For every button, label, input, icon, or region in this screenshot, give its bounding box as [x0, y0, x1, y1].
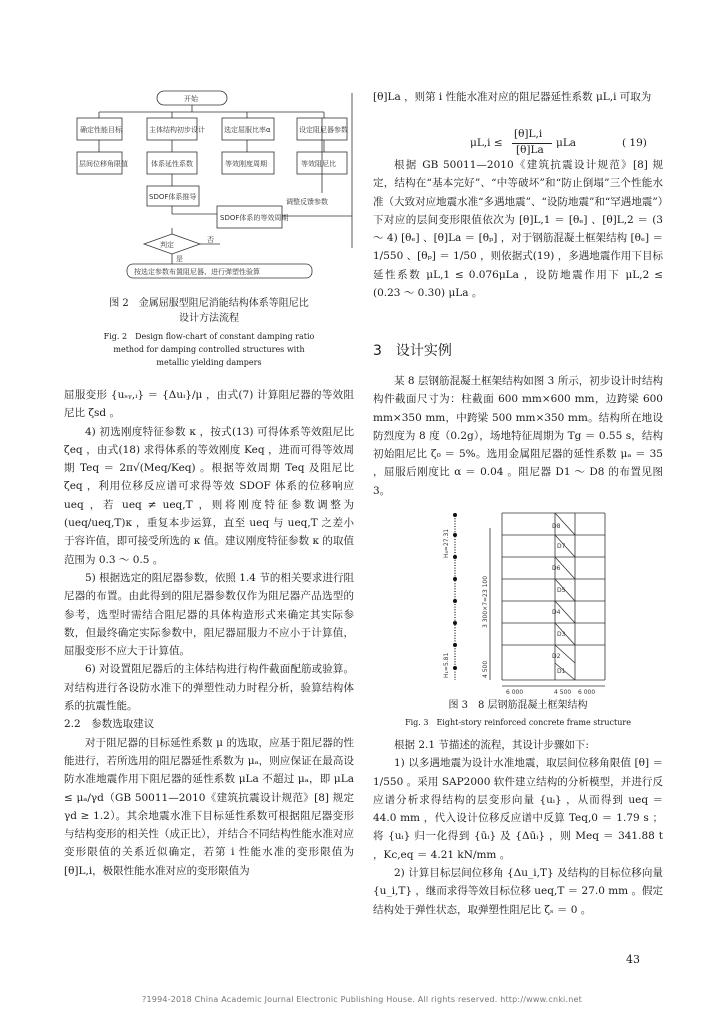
fc-no-label: 否: [207, 236, 214, 244]
fc-node-2: 主体结构初步设计: [149, 126, 205, 134]
fig2-caption-en-line2: method for damping controlled structures with: [113, 345, 305, 354]
damper-d6: D6: [552, 565, 561, 572]
dim-side-3: H₁=5.81: [443, 652, 450, 678]
eq-rhs: μLa: [556, 137, 577, 149]
damper-d4: D4: [552, 609, 561, 616]
section-2-2-title: 2.2 参数选取建议: [64, 718, 155, 731]
fc-start-label: 开始: [184, 95, 198, 103]
right-para-2: 根据 GB 50011—2010《建筑抗震设计规范》[8] 规定，结构在“基本完好”、“中等破坏”和“防止倒塌”三个性能水准（大致对应地震水准“多遇地震”、“设防地震”和“罕遇地震”）下对应的层间变形限值依次为 [θ]L,1 ＝ [θₑ] 、[θ]L,2 ＝ (3 ～ 4) [θₑ] 、[θ]La ＝ [θₚ] ，对于钢筋混凝土框架结构 [θₑ] ＝ 1/550 、[θₚ] ＝ 1/50 ，则依据式(19) ，多遇地震作用下目标延性系数 μL,1 ≤ 0.076μLa ，设防地震作用下 μL,2 ≤ (0.23 ～ 0.30) μLa 。: [373, 159, 663, 300]
left-para-1: 屈服变形 {uₛᵧ,ᵢ} ＝ {Δuᵢ}/μ ，由式(7) 计算阻尼器的等效阻尼比 ζsd 。: [64, 389, 354, 420]
right-para-3: 某 8 层钢筋混凝土框架结构如图 3 所示，初步设计时结构构件截面尺寸为：柱截面 600 mm×600 mm，边跨梁 600 mm×350 mm，中跨梁 500 mm×350 mm。结构所在地设防烈度为 8 度（0.2g），场地特征周期为 Tg ＝ 0.55 s，结构初始阻尼比 ζ₀ ＝ 5%。选用金属阻尼器的延性系数 μₐ ＝ 35 ，屈服后刚度比 α ＝ 0.04 。阻尼器 D1 ～ D8 的布置见图 3。: [373, 375, 663, 497]
dim-bottom-3: 6 000: [578, 689, 596, 696]
fig2-caption-en: [64, 330, 354, 369]
equation-19: [470, 128, 665, 158]
dim-side-4: H₈=27.31: [443, 528, 450, 558]
fc-node-9: SDOF体系推导: [149, 193, 197, 201]
fig2-caption-en-line3: metallic yielding dampers: [156, 358, 262, 367]
fc-node-1: 确定性能目标: [80, 126, 122, 134]
fc-yes-label: 是: [176, 255, 183, 263]
eq-numerator: [θ]L,i: [514, 128, 543, 140]
damper-d1: D1: [557, 668, 566, 675]
fc-node-8: 等效阻尼比: [301, 160, 336, 168]
damper-d5: D5: [557, 587, 566, 594]
section-3-title: 3 设计实例: [373, 343, 452, 359]
fig3-caption-cn: 图 3 8 层钢筋混凝土框架结构: [448, 700, 588, 711]
damper-d2: D2: [552, 653, 561, 660]
damper-d7: D7: [557, 543, 566, 550]
fc-node-6: 体系延性系数: [151, 160, 193, 168]
page-number: 43: [626, 953, 640, 966]
fig2-caption-cn-line1: 图 2 金属屈服型阻尼消能结构体系等阻尼比: [109, 298, 309, 309]
fc-node-3: 选定屈服比率α: [224, 126, 271, 134]
dim-side-1: 4 500: [482, 660, 489, 678]
fig2-caption-cn-line2: 设计方法流程: [179, 313, 239, 324]
right-para-5: 1) 以多遇地震为设计水准地震，取层间位移角限值 [θ] ＝ 1/550 。采用 SAP2000 软件建立结构的分析模型，并进行反应谱分析求得结构的层变形向量 {uᵢ} ，从而得到 ueq ＝ 44.0 mm ，代入设计位移反应谱中反算 Teq,0 ＝ 1.79 s ；将 {uᵢ} 归一化得到 {ūᵢ} 及 {Δūᵢ} ，则 Meq ＝ 341.88 t ，Kc,eq ＝ 4.21 kN/mm 。: [373, 757, 663, 861]
fc-node-7: 等效刚度周期: [225, 160, 267, 168]
fc-feedback-label: 调整反馈参数: [286, 198, 328, 206]
dim-bottom-1: 6 000: [506, 689, 524, 696]
left-para-5: 对于阻尼器的目标延性系数 μ 的选取，应基于阻尼器的性能进行，若所选用的阻尼器延性系数为 μₐ，则应保证在最高设防水准地震作用下阻尼器的延性系数 μLa 不超过 μₐ，即 μLa ≤ μₐ/γd（GB 50011—2010《建筑抗震设计规范》[8] 规定 γd ≥ 1.2）。其余地震水准下目标延性系数可根据阻尼器变形与结构变形的相关性（成正比），并结合不同结构性能水准对应变形限值的关系近似确定，若第 i 性能水准的变形限值为 [θ]L,i，极限性能水准对应的变形限值为: [64, 736, 354, 877]
fig3-frame: [430, 508, 610, 698]
fc-end-label: 按选定参数布置阻尼器、进行弹塑性验算: [134, 268, 260, 276]
eq-lhs: μL,i ≤: [470, 137, 503, 149]
right-para-4: 根据 2.1 节描述的流程，其设计步骤如下:: [394, 739, 589, 751]
fig2-caption-en-line1: Fig. 2 Design flow-chart of constant damping ratio: [103, 332, 315, 341]
dim-side-2: 3 300×7=23 100: [482, 575, 489, 628]
fc-node-4: 设定阻尼器参数: [299, 126, 348, 134]
right-body-top: [373, 88, 663, 106]
left-body: [64, 386, 354, 880]
right-body-sec3: [373, 372, 663, 500]
left-para-4: 6) 对设置阻尼器后的主体结构进行构件截面配筋或验算。对结构进行各设防水准下的弹塑性动力时程分析，验算结构体系的抗震性能。: [64, 663, 354, 713]
fc-node-5: 层间位移角限值: [79, 160, 128, 168]
right-para-1: [θ]La ，则第 i 性能水准对应的阻尼器延性系数 μL,i 可取为: [373, 91, 652, 103]
fig2-caption-cn: [64, 296, 354, 326]
right-para-6: 2) 计算目标层间位移角 {Δu_i,T} 及结构的目标位移向量 {u_i,T} ，继而求得等效目标位移 ueq,T ＝ 27.0 mm 。假定结构处于弹性状态，取弹塑性阻尼比 ζₛ ＝ 0 。: [373, 867, 663, 916]
dim-bottom-2: 4 500: [554, 689, 572, 696]
eq-number: ( 19): [622, 137, 647, 149]
left-para-2: 4) 初选刚度特征参数 κ ，按式(13) 可得体系等效阻尼比 ζeq ，由式(18) 求得体系的等效刚度 Keq ，进而可得等效周期 Teq ＝ 2π√(Meq/Keq) 。根据等效周期 Teq 及阻尼比 ζeq ，利用位移反应谱可求得等效 SDOF 体系的位移响应 ueq ，若 ueq ≠ ueq,T ，则将刚度特征参数调整为 (ueq/ueq,T)κ ，重复本步运算，直至 ueq 与 ueq,T 之差小于容许值，即可接受所选的 κ 值。建议刚度特征参数 κ 的取值范围为 0.3 ～ 0.5 。: [64, 425, 354, 566]
fig2-flowchart: [72, 88, 372, 288]
fc-decision-label: 判定: [160, 241, 174, 249]
fig3-caption-en: Fig. 3 Eight-story reinforced concrete frame structure: [405, 718, 631, 727]
right-body-mid: [373, 156, 663, 302]
left-para-3: 5) 根据选定的阻尼器参数，依照 1.4 节的相关要求进行阻尼器的布置。由此得到的阻尼器参数仅作为阻尼器产品选型的参考，选型时需结合阻尼器的具体构造形式来确定其实际参数，但最终确定实际参数中，阻尼器屈服力不应小于计算值，屈服变形不应大于计算值。: [64, 571, 354, 658]
damper-d8: D8: [552, 523, 561, 530]
right-body-bottom: [373, 736, 663, 919]
fc-node-12: SDOF体系的等效周期: [220, 214, 289, 222]
copyright-footer: ?1994-2018 China Academic Journal Electronic Publishing House. All rights reserved. http://www.cnki.net: [142, 995, 582, 1004]
eq-denominator: [θ]La: [516, 144, 544, 156]
damper-d3: D3: [557, 631, 566, 638]
